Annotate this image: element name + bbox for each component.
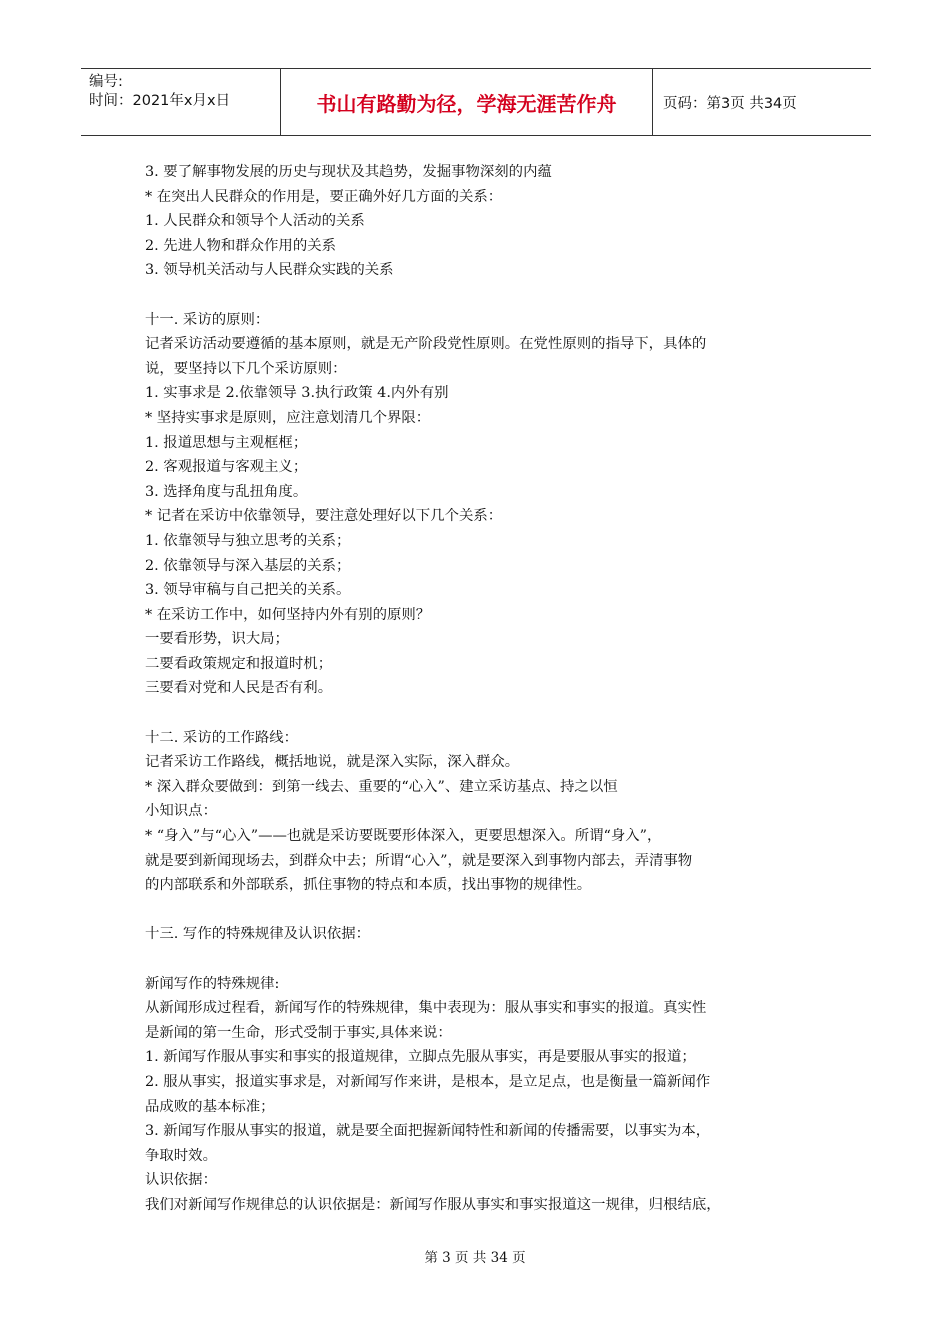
header-meta xyxy=(81,69,281,135)
text-line: * 记者在采访中依靠领导，要注意处理好以下几个关系： xyxy=(145,508,503,525)
text-line: 小知识点： xyxy=(145,803,217,820)
text-line: 说，要坚持以下几个采访原则： xyxy=(145,360,347,377)
text-line: 3. 选择角度与乱扭角度。 xyxy=(145,483,308,500)
text-line: 是新闻的第一生命，形式受制于事实,具体来说： xyxy=(145,1024,452,1041)
text-line: * 在突出人民群众的作用是，要正确外好几方面的关系： xyxy=(145,188,503,205)
text-line: 2. 服从事实，报道实事求是，对新闻写作来讲，是根本，是立足点，也是衡量一篇新闻作 xyxy=(145,1073,711,1090)
page-header xyxy=(81,68,871,136)
text-line: 就是要到新闻现场去，到群众中去；所谓“心入”，就是要深入到事物内部去，弄清事物 xyxy=(145,852,693,869)
text-line: 记者采访工作路线，概括地说，就是深入实际，深入群众。 xyxy=(145,754,520,771)
text-line: 十三. 写作的特殊规律及认识依据： xyxy=(145,926,371,943)
text-line: 我们对新闻写作规律总的认识依据是：新闻写作服从事实和事实报道这一规律，归根结底， xyxy=(145,1196,721,1213)
text-line: * 深入群众要做到：到第一线去、重要的“心入”、建立采访基点、持之以恒 xyxy=(145,778,618,795)
header-page-info: 页码：第3页 共34页 xyxy=(663,95,797,112)
page-footer: 第 3 页 共 34 页 xyxy=(424,1250,526,1266)
document-body xyxy=(145,160,815,1218)
text-line: 2. 客观报道与客观主义； xyxy=(145,459,308,476)
document-number-label: 编号: xyxy=(89,74,123,90)
text-line: 二要看政策规定和报道时机； xyxy=(145,655,333,672)
text-line: 十一. 采访的原则： xyxy=(145,311,270,328)
text-line: 新闻写作的特殊规律: xyxy=(145,975,280,992)
text-line: * “身入”与“心入”——也就是采访要既要形体深入，更要思想深入。所谓“身入”， xyxy=(145,828,662,845)
text-line: 1. 依靠领导与独立思考的关系； xyxy=(145,532,351,549)
text-line: * 坚持实事求是原则，应注意划清几个界限： xyxy=(145,409,431,426)
text-line: 3. 领导机关活动与人民群众实践的关系 xyxy=(145,262,394,279)
text-line: 记者采访活动要遵循的基本原则，就是无产阶段党性原则。在党性原则的指导下，具体的 xyxy=(145,336,707,353)
text-line: 三要看对党和人民是否有利。 xyxy=(145,680,333,697)
text-line: 3. 要了解事物发展的历史与现状及其趋势，发掘事物深刻的内蕴 xyxy=(145,164,552,180)
text-line: 的内部联系和外部联系，抓住事物的特点和本质，找出事物的规律性。 xyxy=(145,877,592,894)
text-line: 从新闻形成过程看，新闻写作的特殊规律，集中表现为：服从事实和事实的报道。真实性 xyxy=(145,1000,707,1017)
text-line: * 在采访工作中，如何坚持内外有别的原则？ xyxy=(145,606,431,623)
blank-line xyxy=(145,283,815,308)
text-line: 2. 先进人物和群众作用的关系 xyxy=(145,237,336,254)
document-time: 时间：2021年x月x日 xyxy=(89,93,231,109)
text-line: 1. 新闻写作服从事实和事实的报道规律，立脚点先服从事实，再是要服从事实的报道； xyxy=(145,1049,696,1066)
text-line: 一要看形势，识大局； xyxy=(145,631,289,648)
text-line: 十二. 采访的工作路线： xyxy=(145,729,299,746)
text-line: 2. 依靠领导与深入基层的关系； xyxy=(145,557,351,574)
blank-line xyxy=(145,898,815,923)
blank-line xyxy=(145,701,815,726)
text-line: 认识依据： xyxy=(145,1172,217,1189)
text-line: 3. 领导审稿与自己把关的关系。 xyxy=(145,582,351,599)
text-line: 品成败的基本标准； xyxy=(145,1098,275,1115)
text-line: 1. 实事求是 2.依靠领导 3.执行政策 4.内外有别 xyxy=(145,385,449,402)
text-line: 3. 新闻写作服从事实的报道，就是要全面把握新闻特性和新闻的传播需要，以事实为本， xyxy=(145,1123,711,1140)
text-line: 1. 人民群众和领导个人活动的关系 xyxy=(145,213,365,230)
text-line: 1. 报道思想与主观框框； xyxy=(145,434,308,451)
blank-line xyxy=(145,947,815,972)
header-motto: 书山有路勤为径，学海无涯苦作舟 xyxy=(281,69,653,135)
text-line: 争取时效。 xyxy=(145,1147,217,1164)
